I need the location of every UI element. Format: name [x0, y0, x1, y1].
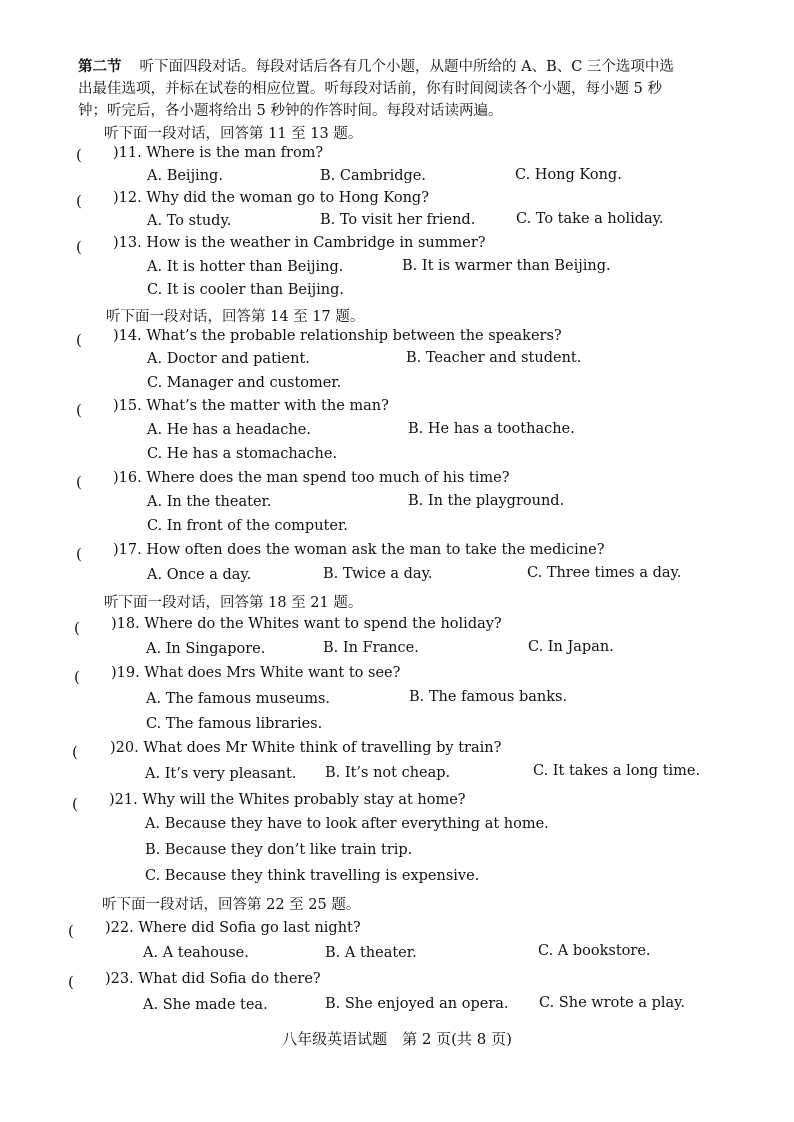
option-b: B. It’s not cheap.	[325, 765, 451, 781]
question-text: )17. How often does the woman ask the man to take the medicine?	[113, 542, 605, 558]
answer-paren: (	[76, 238, 82, 256]
option-a: A. To study.	[147, 213, 232, 229]
section-title: 第二节	[78, 58, 122, 75]
section-instructions: 听下面四段对话。每段对话后各有几个小题，从题中所给的 A、B、C 三个选项中选出最佳选项，并标在试卷的相应位置。听每段对话前，你有时间阅读各个小题，每小题 5 秒钟；听完后，各小题将给出 5 秒钟的作答时间。每段对话读两遍。	[78, 59, 674, 119]
answer-paren: (	[74, 619, 80, 637]
question-text: )23. What did Sofia do there?	[105, 971, 321, 987]
answer-paren: (	[76, 473, 82, 491]
option-c: C. The famous libraries.	[146, 716, 323, 732]
option-b: B. It is warmer than Beijing.	[402, 258, 611, 274]
option-b: B. He has a toothache.	[408, 421, 575, 437]
option-c: C. To take a holiday.	[516, 211, 664, 227]
answer-paren: (	[68, 922, 74, 940]
option-a: A. It’s very pleasant.	[145, 766, 297, 782]
answer-paren: (	[76, 545, 82, 563]
option-b: B. Because they don’t like train trip.	[145, 842, 413, 858]
page-footer: 八年级英语试题 第 2 页(共 8 页)	[282, 1030, 512, 1048]
option-a: A. It is hotter than Beijing.	[147, 259, 344, 275]
question-text: )16. Where does the man spend too much of his time?	[113, 470, 510, 486]
question-text: )22. Where did Sofia go last night?	[105, 920, 361, 936]
option-b: B. Twice a day.	[323, 566, 433, 582]
question-text: )13. How is the weather in Cambridge in summer?	[113, 235, 486, 251]
question-text: )19. What does Mrs White want to see?	[111, 665, 401, 681]
dialog-heading-1: 听下面一段对话，回答第 11 至 13 题。	[104, 126, 363, 142]
option-c: C. Three times a day.	[527, 565, 682, 581]
option-c: C. Manager and customer.	[147, 375, 342, 391]
answer-paren: (	[72, 795, 78, 813]
option-c: C. Hong Kong.	[515, 167, 622, 183]
option-b: B. In France.	[323, 640, 419, 656]
option-b: B. She enjoyed an opera.	[325, 996, 509, 1012]
option-a: A. Because they have to look after everything at home.	[145, 816, 549, 832]
option-c: C. Because they think travelling is expensive.	[145, 868, 480, 884]
dialog-heading-2: 听下面一段对话，回答第 14 至 17 题。	[106, 309, 365, 325]
question-text: )18. Where do the Whites want to spend the holiday?	[111, 616, 502, 632]
question-text: )21. Why will the Whites probably stay at home?	[109, 792, 466, 808]
option-a: A. Once a day.	[147, 567, 252, 583]
question-text: )14. What’s the probable relationship between the speakers?	[113, 328, 562, 344]
answer-paren: (	[72, 743, 78, 761]
option-a: A. She made tea.	[143, 997, 268, 1013]
option-c: C. In front of the computer.	[147, 518, 348, 534]
option-c: C. It takes a long time.	[533, 763, 701, 779]
section-intro	[78, 56, 688, 122]
option-a: A. A teahouse.	[143, 945, 249, 961]
answer-paren: (	[76, 331, 82, 349]
option-b: B. Cambridge.	[320, 168, 426, 184]
option-b: B. A theater.	[325, 945, 417, 961]
question-text: )20. What does Mr White think of travelling by train?	[110, 740, 502, 756]
option-c: C. She wrote a play.	[539, 995, 686, 1011]
option-a: A. Beijing.	[147, 168, 223, 184]
option-c: C. In Japan.	[528, 639, 614, 655]
answer-paren: (	[76, 192, 82, 210]
question-text: )12. Why did the woman go to Hong Kong?	[113, 190, 429, 206]
answer-paren: (	[76, 401, 82, 419]
option-c: C. It is cooler than Beijing.	[147, 282, 344, 298]
option-a: A. Doctor and patient.	[147, 351, 310, 367]
dialog-heading-3: 听下面一段对话，回答第 18 至 21 题。	[104, 595, 363, 611]
option-b: B. The famous banks.	[409, 689, 568, 705]
answer-paren: (	[74, 668, 80, 686]
option-a: A. He has a headache.	[147, 422, 311, 438]
option-a: A. In Singapore.	[146, 641, 266, 657]
option-a: A. In the theater.	[147, 494, 272, 510]
answer-paren: (	[68, 973, 74, 991]
dialog-heading-4: 听下面一段对话，回答第 22 至 25 题。	[102, 897, 361, 913]
question-text: )11. Where is the man from?	[113, 145, 324, 161]
question-text: )15. What’s the matter with the man?	[113, 398, 389, 414]
option-b: B. In the playground.	[408, 493, 565, 509]
option-b: B. To visit her friend.	[320, 212, 476, 228]
option-b: B. Teacher and student.	[406, 350, 582, 366]
option-c: C. A bookstore.	[538, 943, 651, 959]
option-c: C. He has a stomachache.	[147, 446, 338, 462]
option-a: A. The famous museums.	[146, 691, 331, 707]
answer-paren: (	[76, 146, 82, 164]
